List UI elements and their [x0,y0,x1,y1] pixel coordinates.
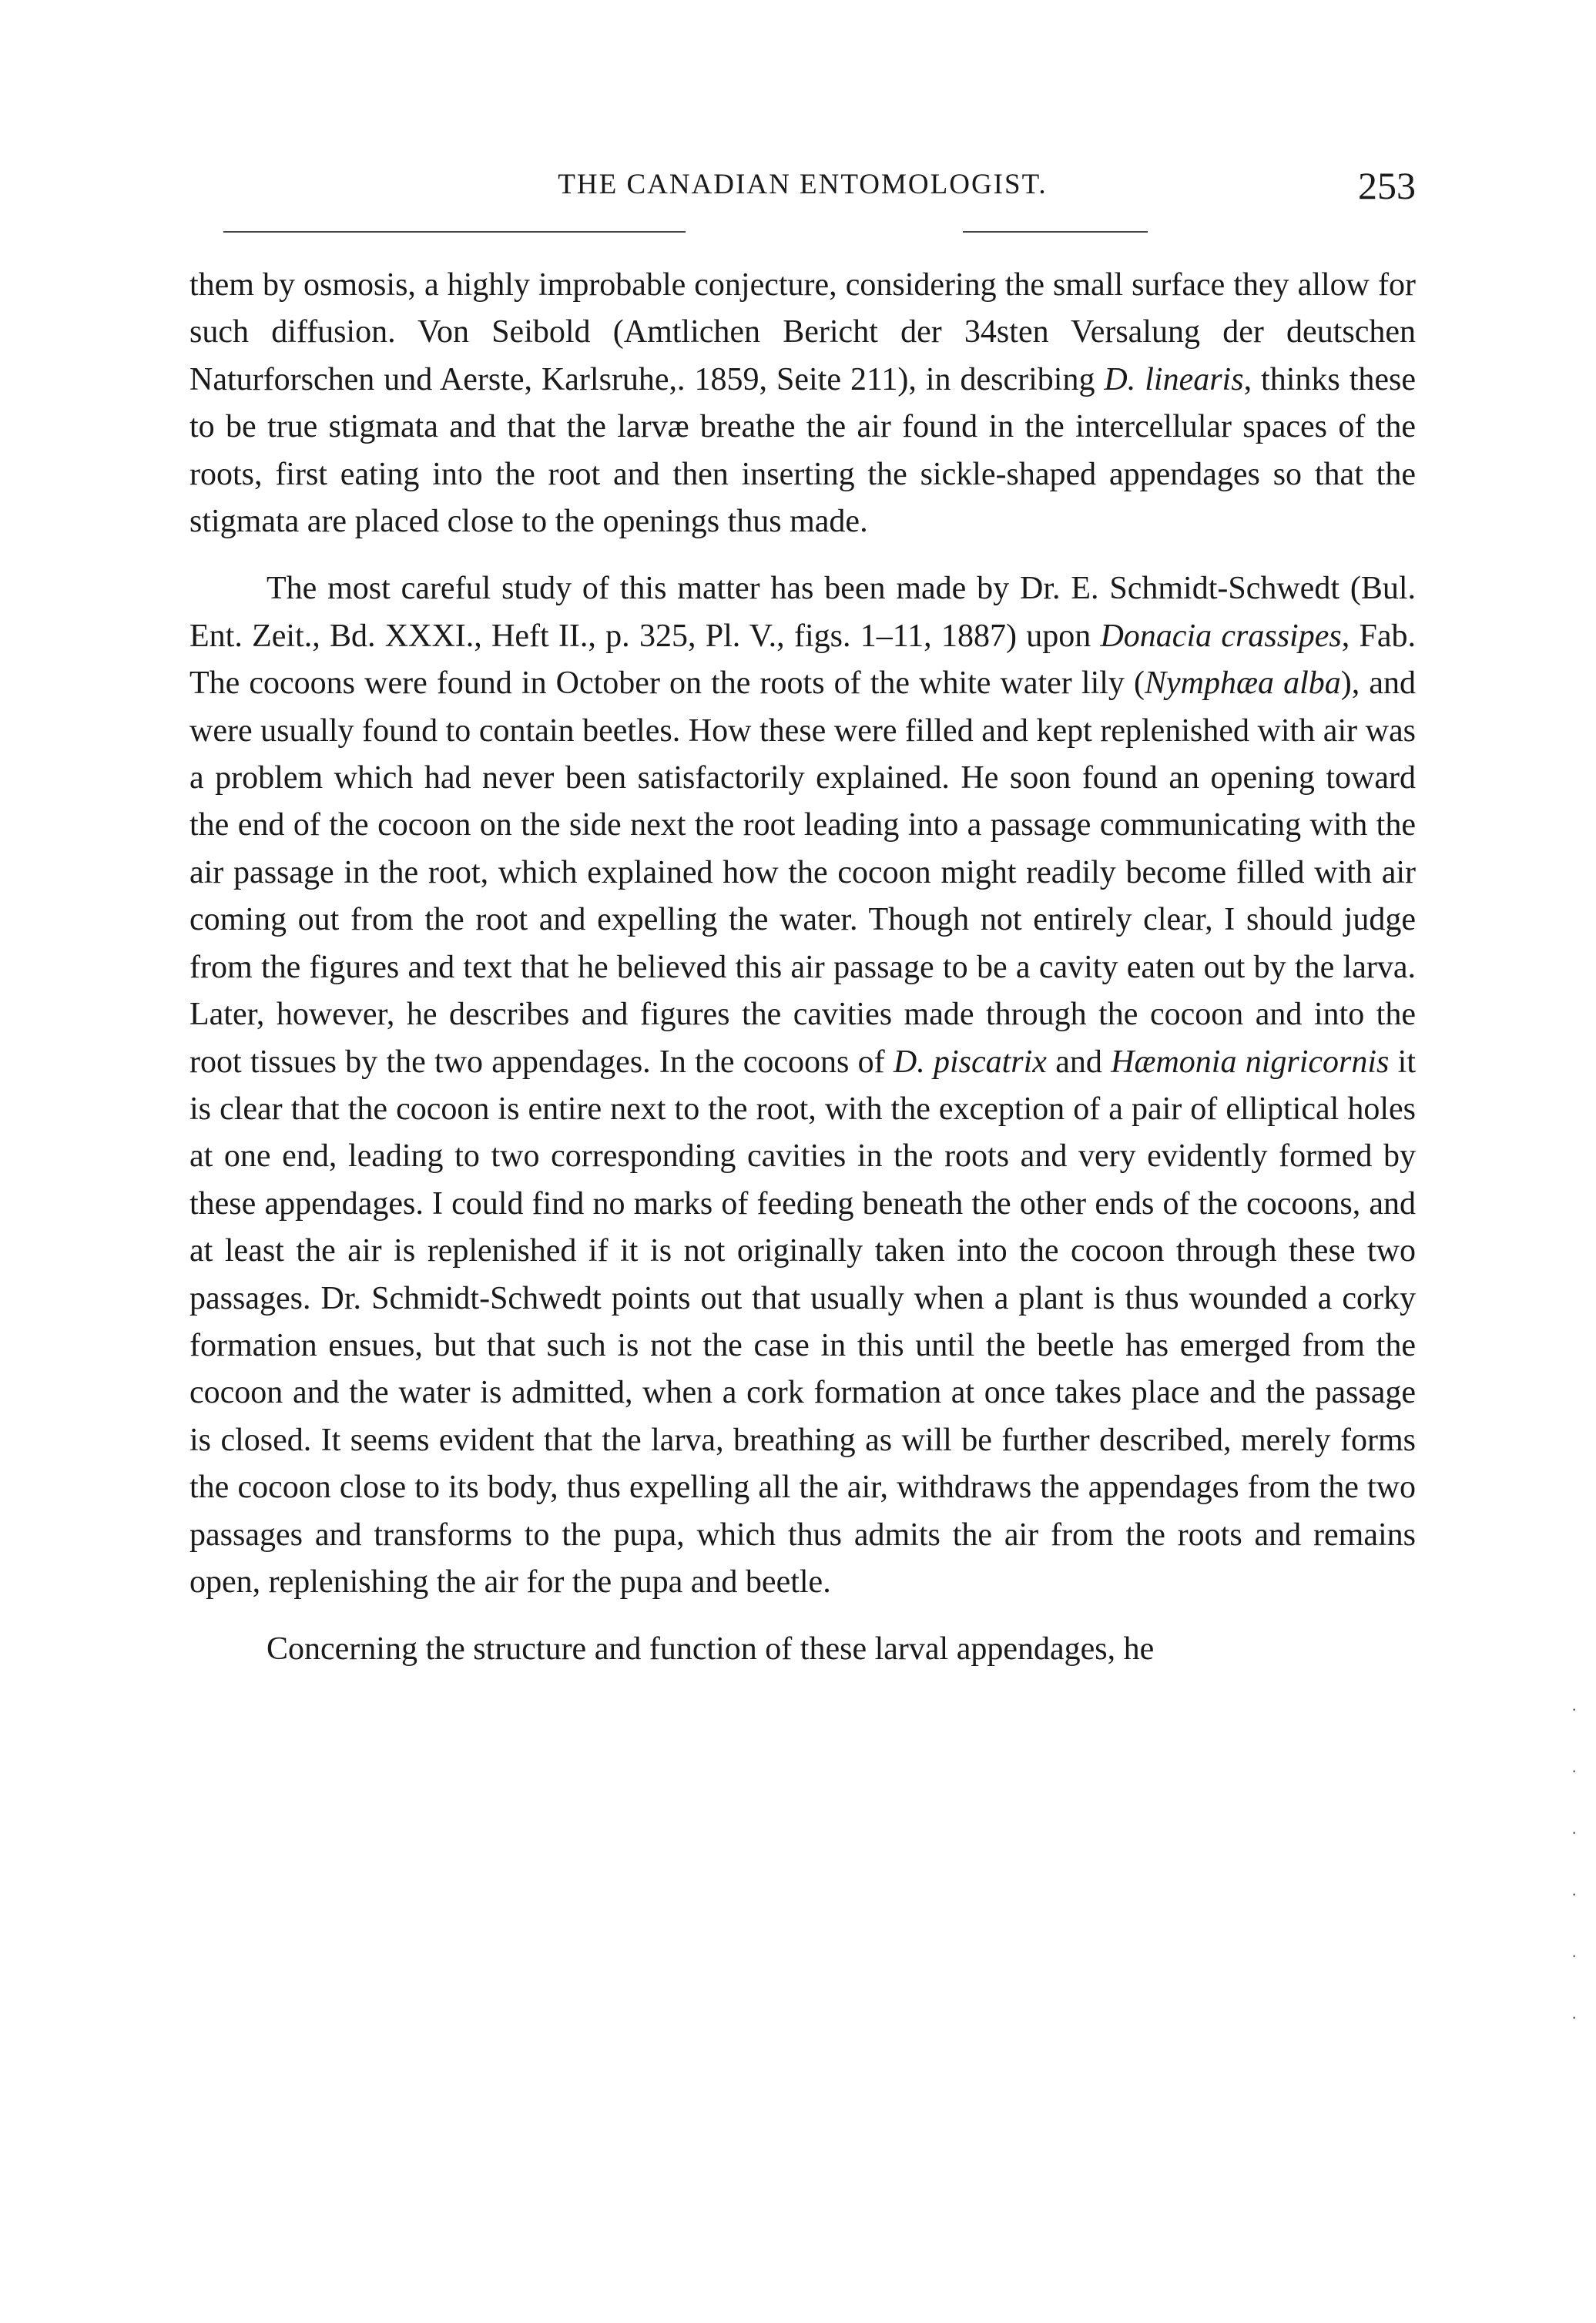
paragraph-2 [189,565,1416,1606]
paragraph-2-text-1: The most careful study of this matter has been made by Dr. E. Schmidt-Schwedt (Bul. Ent. Zeit., Bd. XXXI., Heft II., p. 325, Pl. V., figs. 1–11, 1887) upon [189,571,1416,654]
page-number: 253 [1358,164,1416,207]
species-name: Donacia crassipes [1100,618,1342,654]
running-head [189,163,1416,210]
species-name: Nymphæa alba [1144,665,1341,702]
paragraph-3-text-1: Concerning the structure and function of these larval appendages, he [267,1631,1155,1668]
species-name: D. piscatrix [893,1044,1047,1080]
body-text [189,262,1416,1674]
header-rule-left [223,231,686,233]
paragraph-1-text-2: , thinks these to be true stigmata and that the larvæ breathe the air found in the intercellular spaces of the roots, first eating into the root and then inserting the sickle-shaped appendages so that the stigmata are placed close to the openings thus made. [189,361,1417,540]
journal-title: THE CANADIAN ENTOMOLOGIST. [558,169,1048,200]
paragraph-2-text-3: ), and were usually found to contain beetles. How these were filled and kept replenished with air was a problem which had never been satisfactorily explained. He soon found an opening toward the end of the cocoon on the side next the root leading into a passage communicating with the air passage in the root, which explained how the cocoon might readily become filled with air coming out from the root and expelling the water. Though not entirely clear, I should judge from the figures and text that he believed this air passage to be a cavity eaten out by the larva. Later, however, he describes and figures the cavities made through the cocoon and into the root tissues by the two appendages. In the cocoons of [189,665,1416,1080]
header-rule-right [963,231,1148,233]
paragraph-1-text-1: them by osmosis, a highly improbable conjecture, considering the small surface they allow for such diffusion. Von Seibold (Amtlichen Bericht der 34sten Versalung der deutschen Naturforschen und Aerste, Karlsruhe,. 1859, Seite 211), in describing [189,267,1416,397]
paragraph-2-text-4: and [1046,1044,1112,1080]
paragraph-3 [189,1626,1416,1673]
scan-margin-specks: · · · · · · [1571,1700,1578,2027]
paragraph-1 [189,262,1416,545]
paragraph-2-text-5: it is clear that the cocoon is entire next to the root, with the exception of a pair of elliptical holes at one end, leading to two corresponding cavities in the roots and very evidently formed by these appendages. I could find no marks of feeding beneath the other ends of the cocoons, and at least the air is replenished if it is not originally taken into the cocoon through these two passages. Dr. Schmidt-Schwedt points out that usually when a plant is thus wounded a corky formation ensues, but that such is not the case in this until the beetle has emerged from the cocoon and the water is admitted, when a cork formation at once takes place and the passage is closed. It seems evident that the larva, breathing as will be further described, merely forms the cocoon close to its body, thus expelling all the air, withdraws the appendages from the two passages and transforms to the pupa, which thus admits the air from the roots and remains open, replenishing the air for the pupa and beetle. [189,1044,1417,1600]
paragraph-2-text-2: , Fab. The cocoons were found in October on the roots of the white water lily ( [189,618,1416,702]
species-name: D. linearis [1104,361,1244,397]
species-name: Hæmonia nigricornis [1111,1044,1390,1080]
